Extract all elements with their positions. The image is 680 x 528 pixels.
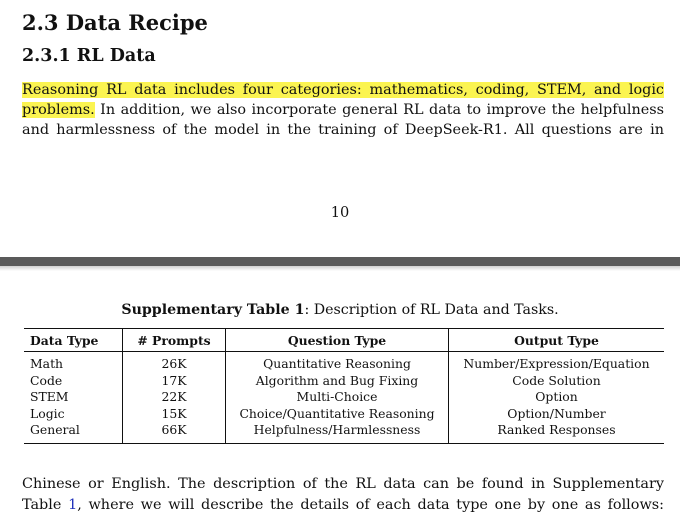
- cell-question-type: Choice/Quantitative Reasoning: [226, 406, 449, 423]
- highlighted-text[interactable]: Reasoning RL data includes four categories: mathematics, coding, STEM, and logic: [22, 82, 664, 98]
- cell-data-type: Math: [24, 352, 123, 373]
- rl-data-table: [24, 328, 664, 444]
- cell-data-type: Logic: [24, 406, 123, 423]
- cell-data-type: STEM: [24, 389, 123, 406]
- cell-prompts: 22K: [123, 389, 226, 406]
- paragraph-line: [22, 495, 664, 515]
- table-row: [24, 422, 664, 443]
- caption-label: Supplementary Table 1: [121, 302, 305, 318]
- paragraph-line: and harmlessness of the model in the training of DeepSeek-R1. All questions are in: [22, 122, 664, 138]
- table-caption: [0, 302, 680, 318]
- cell-output-type: Option: [535, 389, 578, 404]
- paragraph-line: [22, 100, 664, 120]
- paragraph-text: Table: [22, 497, 69, 513]
- paragraph-line: Chinese or English. The description of the RL data can be found in Supplementary: [22, 476, 664, 492]
- cell-question-type: Quantitative Reasoning: [226, 352, 449, 373]
- cell-data-type: Code: [24, 373, 123, 390]
- page-divider: [0, 257, 680, 266]
- table-row: [24, 373, 664, 390]
- table-row: [24, 352, 664, 373]
- cell-question-type: Multi-Choice: [226, 389, 449, 406]
- divider-shadow: [0, 266, 680, 271]
- paragraph-line: [22, 80, 664, 100]
- highlighted-text[interactable]: problems.: [22, 102, 95, 118]
- subsection-heading: 2.3.1 RL Data: [22, 46, 156, 66]
- section-heading: 2.3 Data Recipe: [22, 10, 208, 35]
- paragraph-text: , where we will describe the details of each data type one by one as follows:: [77, 497, 664, 513]
- col-header-data-type: Data Type: [24, 329, 123, 352]
- table-reference-link[interactable]: 1: [68, 497, 78, 513]
- page-number: 10: [330, 204, 350, 221]
- table-row: [24, 406, 664, 423]
- cell-output-type: Code Solution: [512, 372, 601, 388]
- page-top: [0, 0, 680, 257]
- col-header-question-type: Question Type: [226, 329, 449, 352]
- col-header-prompts: # Prompts: [123, 329, 226, 352]
- cell-data-type: General: [24, 422, 123, 443]
- col-header-output-type: Output Type: [514, 333, 599, 348]
- table-header-row: [24, 329, 664, 352]
- cell-question-type: Helpfulness/Harmlessness: [226, 422, 449, 443]
- cell-question-type: Algorithm and Bug Fixing: [226, 373, 449, 390]
- cell-prompts: 26K: [123, 352, 226, 373]
- paragraph-text: In addition, we also incorporate general RL data to improve the helpfulness: [94, 102, 664, 118]
- cell-prompts: 15K: [123, 406, 226, 423]
- cell-output-type: Option/Number: [507, 405, 606, 421]
- caption-text: : Description of RL Data and Tasks.: [304, 302, 559, 318]
- cell-prompts: 17K: [123, 373, 226, 390]
- cell-prompts: 66K: [123, 422, 226, 443]
- cell-output-type: Number/Expression/Equation: [463, 356, 650, 371]
- cell-output-type: Ranked Responses: [497, 422, 616, 437]
- table-row: [24, 389, 664, 406]
